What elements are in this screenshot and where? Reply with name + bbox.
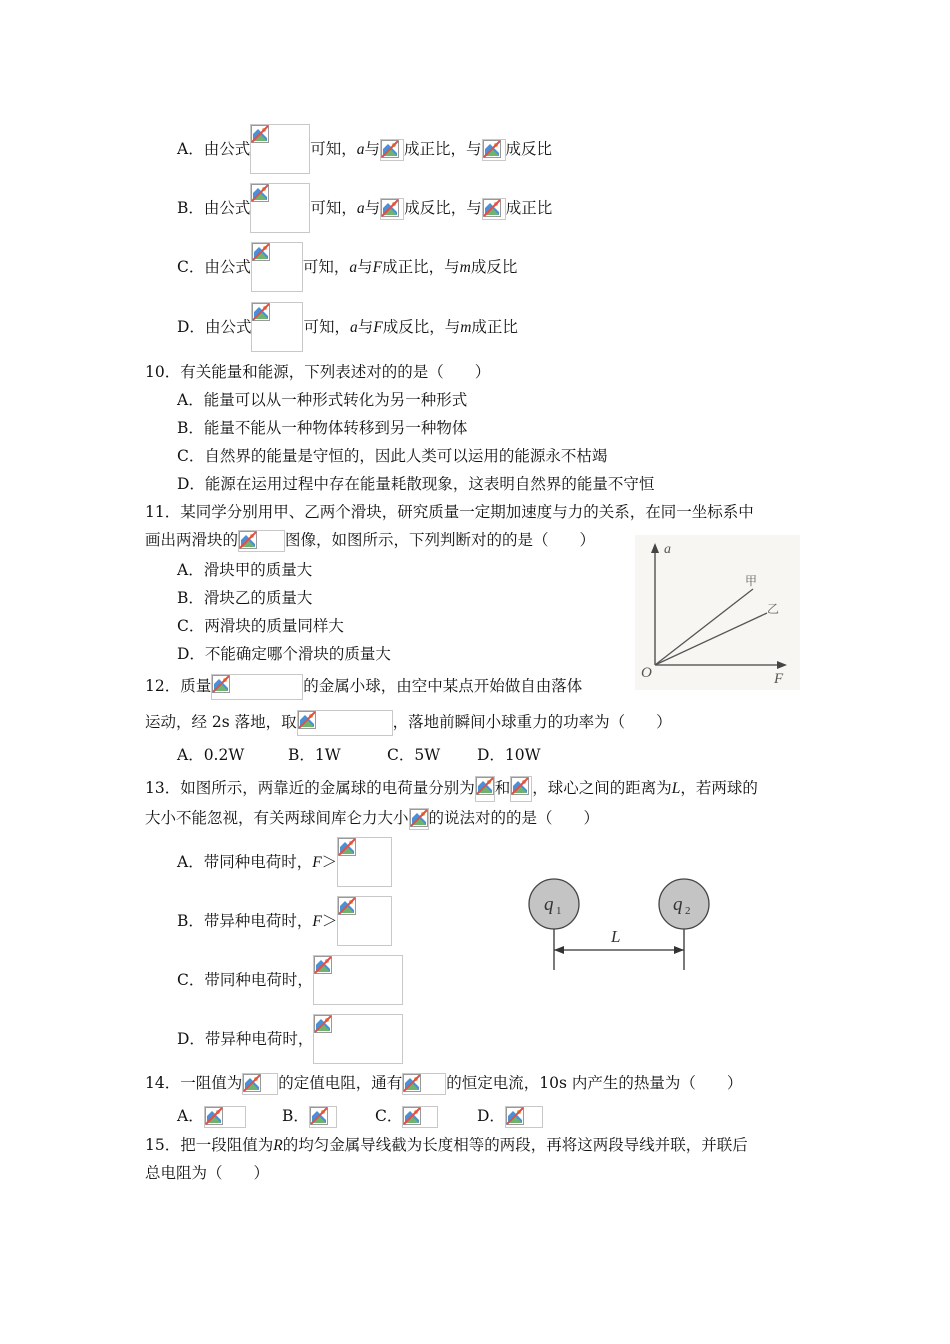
- q11-option-a: A．滑块甲的质量大: [177, 561, 313, 579]
- inline-image: [402, 1073, 446, 1095]
- option-text: 成反比: [505, 140, 553, 158]
- variable-l: L: [671, 780, 681, 797]
- q12-stem-line2: [145, 710, 672, 736]
- operator: ＞: [321, 912, 338, 930]
- stem-text: 12．质量: [145, 677, 212, 695]
- formula-image: [313, 1014, 403, 1064]
- q1-label: q: [544, 894, 554, 915]
- option-label: D．: [177, 318, 205, 336]
- q10-stem: 10．有关能量和能源，下列表述对的的是（ ）: [145, 363, 491, 381]
- stem-text: 15．把一段阻值为: [145, 1136, 274, 1154]
- origin-label: O: [641, 665, 652, 681]
- stem-text: 13．如图所示，两靠近的金属球的电荷量分别为: [145, 779, 475, 797]
- option-text: 由公式: [203, 140, 251, 158]
- option-text: 由公式: [204, 318, 252, 336]
- formula-image: [250, 183, 310, 233]
- q14-option-c: [375, 1106, 438, 1128]
- variable-m: m: [459, 259, 471, 276]
- inline-image: [380, 198, 404, 220]
- option-label: A．: [177, 1107, 204, 1125]
- option-text: 成反比，与: [382, 318, 461, 336]
- q12-option-d: D．10W: [477, 746, 541, 764]
- broken-image-icon: [483, 199, 501, 217]
- stem-text: ，球心之间的距离为: [532, 779, 672, 797]
- variable-a: a: [349, 259, 358, 276]
- formula-image: [337, 837, 392, 887]
- inline-image: [505, 1106, 543, 1128]
- formula-image: [251, 302, 303, 352]
- broken-image-icon: [251, 184, 269, 202]
- stem-text: ，落地前瞬间小球重力的功率为（ ）: [392, 713, 672, 731]
- q13-option-b: [177, 911, 392, 946]
- inline-image: [242, 1073, 278, 1095]
- stem-text: 14．一阻值为: [145, 1074, 243, 1092]
- stem-text: 的金属小球，由空中某点开始做自由落体: [303, 677, 583, 695]
- q13-stem-line1: [145, 776, 758, 802]
- broken-image-icon: [310, 1107, 328, 1125]
- broken-image-icon: [251, 125, 269, 143]
- variable-m: m: [460, 319, 472, 336]
- inline-image: [309, 1106, 337, 1128]
- q13-option-c: [177, 970, 403, 1005]
- q9-option-d: [177, 317, 518, 352]
- line-yi-label: 乙: [767, 602, 780, 616]
- option-text: 与: [357, 258, 373, 276]
- option-text: 可知，: [302, 258, 350, 276]
- option-text: 由公式: [203, 199, 251, 217]
- q14-option-d: [477, 1106, 543, 1128]
- inline-image: [475, 776, 495, 802]
- option-text: 成正比: [471, 318, 518, 336]
- q12-option-b: B．1W: [288, 746, 341, 764]
- inline-image: [211, 674, 303, 700]
- q13-option-d: [177, 1029, 403, 1064]
- broken-image-icon: [314, 1015, 332, 1033]
- stem-text: 和: [494, 779, 511, 797]
- broken-image-icon: [381, 199, 399, 217]
- inline-image: [402, 1106, 438, 1128]
- option-label: C．: [177, 258, 205, 276]
- broken-image-icon: [410, 809, 428, 827]
- stem-text: 图像，如图所示，下列判断对的的是（ ）: [285, 531, 596, 549]
- option-text: 可知，: [303, 318, 350, 336]
- y-axis-label: a: [664, 542, 671, 557]
- stem-text: 的说法对的的是（ ）: [428, 809, 600, 827]
- q15-stem-line1: [145, 1135, 748, 1156]
- variable-a: a: [356, 141, 365, 158]
- inline-image: [297, 710, 393, 736]
- option-text: 与: [357, 318, 374, 336]
- option-text: 成反比: [470, 258, 518, 276]
- operator: ＞: [321, 853, 338, 871]
- option-text: C．带同种电荷时，: [177, 971, 313, 989]
- q10-option-d: D．能源在运用过程中存在能量耗散现象，这表明自然界的能量不守恒: [177, 475, 655, 493]
- option-text: A．带同种电荷时，: [177, 853, 313, 871]
- variable-a: a: [356, 200, 365, 217]
- q13-stem-line2: [145, 808, 599, 830]
- option-label: B．: [177, 199, 204, 217]
- variable-a: a: [349, 319, 358, 336]
- x-axis-label: F: [774, 671, 784, 687]
- broken-image-icon: [338, 838, 356, 856]
- broken-image-icon: [403, 1074, 421, 1092]
- q1-subscript: 1: [556, 905, 562, 917]
- broken-image-icon: [298, 711, 316, 729]
- broken-image-icon: [483, 140, 501, 158]
- distance-arrow-left: [554, 946, 564, 954]
- broken-image-icon: [403, 1107, 421, 1125]
- option-text: 成正比，与: [404, 140, 482, 158]
- option-text: D．带异种电荷时，: [177, 1030, 314, 1048]
- option-text: 成反比，与: [404, 199, 482, 217]
- q12-stem-line1: [145, 674, 582, 700]
- inline-image: [409, 808, 429, 830]
- formula-image: [337, 896, 392, 946]
- option-text: 与: [364, 140, 380, 158]
- q11-option-c: C．两滑块的质量同样大: [177, 617, 344, 635]
- variable-r: R: [273, 1137, 283, 1154]
- formula-image: [251, 242, 303, 292]
- broken-image-icon: [205, 1107, 223, 1125]
- option-text: B．带异种电荷时，: [177, 912, 313, 930]
- broken-image-icon: [252, 303, 270, 321]
- line-jia-label: 甲: [745, 574, 758, 588]
- inline-image: [510, 776, 532, 802]
- variable-f: F: [312, 913, 322, 930]
- distance-arrow-right: [674, 946, 684, 954]
- variable-f: F: [312, 854, 322, 871]
- q10-option-c: C．自然界的能量是守恒的，因此人类可以运用的能源永不枯竭: [177, 447, 608, 465]
- inline-image: [204, 1106, 246, 1128]
- q9-option-b: [177, 198, 552, 233]
- option-text: 成正比，与: [382, 258, 460, 276]
- option-label: C．: [375, 1107, 403, 1125]
- broken-image-icon: [314, 956, 332, 974]
- formula-image: [313, 955, 403, 1005]
- stem-text: 的恒定电流，10s 内产生的热量为（ ）: [446, 1074, 743, 1092]
- broken-image-icon: [381, 140, 399, 158]
- stem-text: 的均匀金属导线截为长度相等的两段，再将这两段导线并联，并联后: [282, 1136, 748, 1154]
- option-text: 可知，: [310, 140, 357, 158]
- option-text: 由公式: [204, 258, 251, 276]
- distance-label: L: [611, 927, 621, 946]
- formula-image: [250, 124, 310, 174]
- q10-option-b: B．能量不能从一种物体转移到另一种物体: [177, 419, 468, 437]
- q14-option-a: [177, 1106, 246, 1128]
- q2-label: q: [673, 894, 683, 915]
- q11-option-d: D．不能确定哪个滑块的质量大: [177, 645, 391, 663]
- sphere-q1: [529, 879, 579, 929]
- inline-image: [380, 139, 404, 161]
- q2-subscript: 2: [685, 905, 691, 917]
- broken-image-icon: [338, 897, 356, 915]
- stem-text: 运动，经 2s 落地，取: [145, 713, 297, 731]
- inline-image: [482, 198, 506, 220]
- q9-option-a: [177, 139, 552, 174]
- stem-text: 大小不能忽视，有关两球间库仑力大小: [145, 809, 409, 827]
- sphere-q2: [659, 879, 709, 929]
- option-text: 可知，: [310, 199, 357, 217]
- variable-f: F: [373, 319, 383, 336]
- q9-option-c: [177, 257, 517, 292]
- q12-option-c: C．5W: [387, 746, 441, 764]
- broken-image-icon: [476, 777, 494, 795]
- broken-image-icon: [506, 1107, 524, 1125]
- option-text: 与: [364, 199, 381, 217]
- broken-image-icon: [252, 243, 270, 261]
- broken-image-icon: [239, 531, 257, 549]
- option-text: 成正比: [505, 199, 553, 217]
- q11-option-b: B．滑块乙的质量大: [177, 589, 313, 607]
- option-label: A．: [177, 140, 204, 158]
- q13-charges-diagram: [520, 872, 720, 977]
- inline-image: [238, 530, 285, 552]
- option-label: D．: [477, 1107, 505, 1125]
- stem-text: 的定值电阻，通有: [278, 1074, 403, 1092]
- q11-stem-line1: 11．某同学分别用甲、乙两个滑块，研究质量一定期加速度与力的关系，在同一坐标系中: [145, 503, 754, 521]
- q14-stem: [145, 1073, 742, 1095]
- variable-f: F: [372, 259, 383, 276]
- q11-af-graph: [635, 535, 800, 690]
- q15-stem-line2: 总电阻为（ ）: [145, 1164, 270, 1182]
- q14-option-b: [282, 1106, 337, 1128]
- q13-option-a: [177, 852, 392, 887]
- inline-image: [482, 139, 506, 161]
- q12-option-a: A．0.2W: [177, 746, 245, 764]
- q11-stem-line2: [145, 530, 595, 552]
- stem-text: ，若两球的: [680, 779, 758, 797]
- option-label: B．: [282, 1107, 309, 1125]
- q10-option-a: A．能量可以从一种形式转化为另一种形式: [177, 391, 468, 409]
- stem-text: 画出两滑块的: [145, 531, 239, 549]
- broken-image-icon: [511, 777, 529, 795]
- broken-image-icon: [243, 1074, 261, 1092]
- broken-image-icon: [212, 675, 230, 693]
